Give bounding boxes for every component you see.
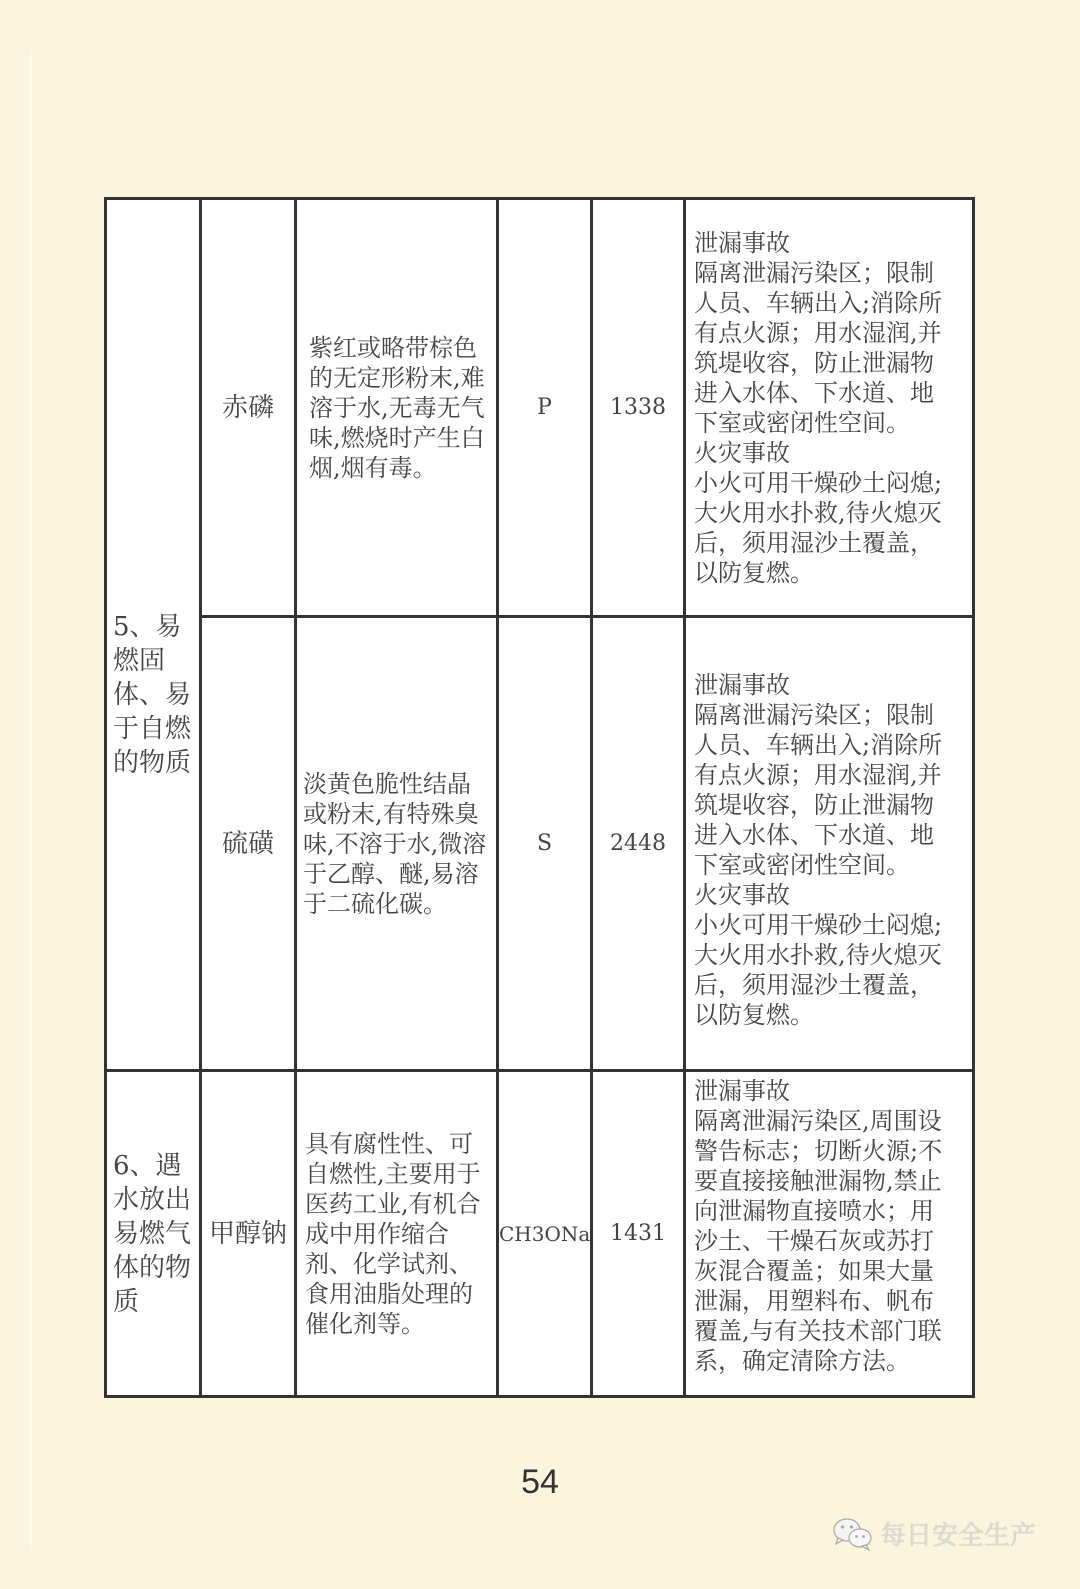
substance-name-cell [201,617,296,1071]
leak-measure-line: 筑堤收容，防止泄漏物 [694,791,934,819]
leak-measure-line: 泄漏，用塑料布、帆布 [694,1287,934,1315]
leak-measure-line: 筑堤收容，防止泄漏物 [694,349,934,377]
formula-cell [498,617,592,1071]
leak-accident-title: 泄漏事故 [694,671,790,699]
leak-measure-line: 进入水体、下水道、地 [694,821,934,849]
category-cell [106,199,201,1071]
fire-measure-line: 以防复燃。 [694,559,814,587]
leak-measure-line: 隔离泄漏污染区,周围设 [694,1107,942,1135]
un-number: 1431 [610,1220,666,1246]
leak-measure-line: 沙土、干燥石灰或苏打 [694,1227,934,1255]
substance-name: 甲醇钠 [208,1218,287,1249]
leak-measure-line: 下室或密闭性空间。 [694,409,910,437]
chemical-formula: P [537,394,552,420]
un-number: 1338 [610,394,666,420]
leak-measure-line: 向泄漏物直接喷水；用 [694,1197,934,1225]
emergency-measures-cell [685,617,974,1071]
substance-name: 硫磺 [221,828,274,859]
leak-accident-title: 泄漏事故 [694,229,790,257]
table-row [106,617,974,1071]
fire-measure-line: 后，须用湿沙土覆盖， [694,971,934,999]
fire-measure-line: 小火可用干燥砂土闷熄; [694,911,943,939]
substance-description: 淡黄色脆性结晶或粉末,有特殊臭味,不溶于水,微溶于乙醇、醚,易溶于二硫化碳。 [303,769,487,918]
substance-name-cell [201,1071,296,1397]
category-label: 6、遇水放出易燃气体的物质 [113,1150,192,1317]
description-cell [296,199,498,617]
substance-description: 紫红或略带棕色的无定形粉末,难溶于水,无毒无气味,燃烧时产生白烟,烟有毒。 [309,333,485,482]
category-label: 5、易燃固体、易于自燃的物质 [113,611,192,778]
page-edge-line [30,50,32,1550]
leak-measure-line: 人员、车辆出入;消除所 [694,289,943,317]
formula-cell [498,199,592,617]
table-row [106,1071,974,1397]
table-row [106,199,974,617]
fire-measure-line: 后，须用湿沙土覆盖， [694,529,934,557]
fire-measure-line: 大火用水扑救,待火熄灭 [694,499,942,527]
un-number-cell [592,617,685,1071]
wechat-icon [832,1517,874,1551]
un-number-cell [592,1071,685,1397]
fire-measure-line: 小火可用干燥砂土闷熄; [694,469,943,497]
leak-measure-line: 要直接接触泄漏物,禁止 [694,1167,942,1195]
un-number: 2448 [610,830,666,856]
leak-measure-line: 有点火源；用水湿润,并 [694,761,942,789]
chemical-formula: S [536,830,553,856]
emergency-measures-cell [685,1071,974,1397]
fire-accident-title: 火灾事故 [694,439,790,467]
substance-name-cell [201,199,296,617]
un-number-cell [592,199,685,617]
watermark-text: 每日安全生产 [880,1521,1037,1551]
category-cell [106,1071,201,1397]
hazardous-chemicals-table [104,197,975,1398]
watermark [832,1515,1036,1552]
description-cell [296,1071,498,1397]
leak-measure-line: 下室或密闭性空间。 [694,851,910,879]
substance-name: 赤磷 [221,392,274,423]
leak-measure-line: 进入水体、下水道、地 [694,379,934,407]
substance-description: 具有腐性性、可自燃性,主要用于医药工业,有机合成中用作缩合剂、化学试剂、食用油脂处理的催化剂等。 [305,1129,481,1338]
formula-cell [498,1071,592,1397]
chemical-formula: CH3ONa [499,1221,591,1246]
leak-measure-line: 警告标志；切断火源;不 [694,1137,943,1165]
fire-measure-line: 以防复燃。 [694,1001,814,1029]
leak-accident-title: 泄漏事故 [694,1077,790,1105]
page-number: 54 [521,1463,559,1501]
leak-measure-line: 系，确定清除方法。 [694,1347,910,1375]
leak-measure-line: 覆盖,与有关技术部门联 [694,1317,942,1345]
leak-measure-line: 人员、车辆出入;消除所 [694,731,943,759]
leak-measure-line: 隔离泄漏污染区；限制 [694,701,934,729]
fire-accident-title: 火灾事故 [694,881,790,909]
fire-measure-line: 大火用水扑救,待火熄灭 [694,941,942,969]
emergency-measures-cell [685,199,974,617]
description-cell [296,617,498,1071]
leak-measure-line: 有点火源；用水湿润,并 [694,319,942,347]
leak-measure-line: 灰混合覆盖；如果大量 [694,1257,934,1285]
leak-measure-line: 隔离泄漏污染区；限制 [694,259,934,287]
